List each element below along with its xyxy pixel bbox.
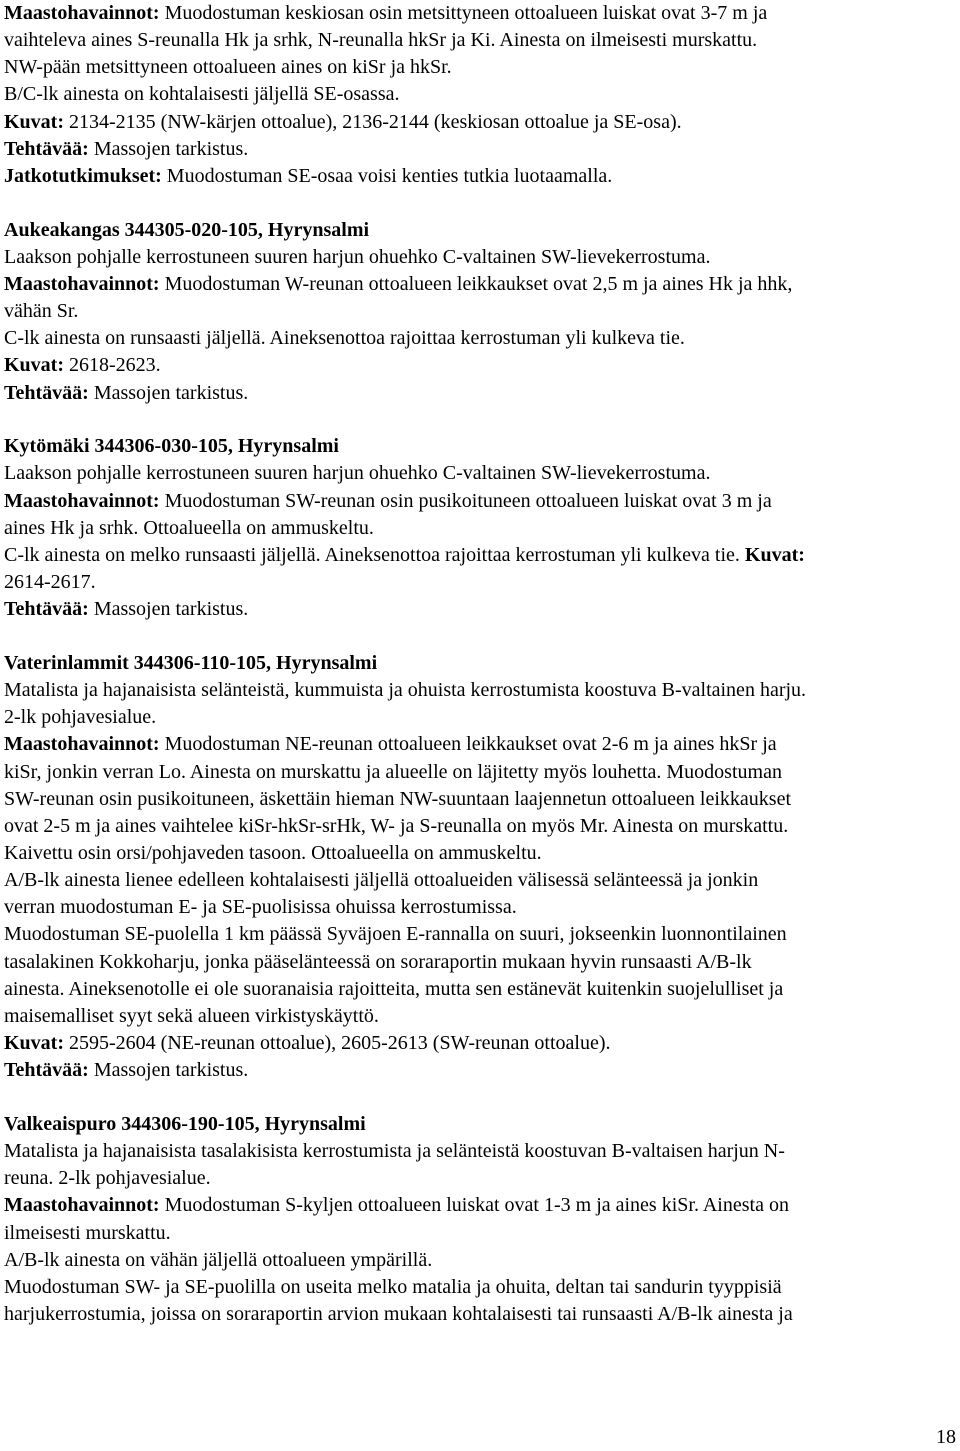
text-line bbox=[4, 27, 757, 54]
body-text: C-lk ainesta on melko runsaasti jäljellä. Aineksenottoa rajoittaa kerrostuman yli kulkeva tie. bbox=[4, 543, 745, 566]
body-text: 2614-2617. bbox=[4, 571, 96, 593]
bold-label: Vaterinlammit 344306-110-105, Hyrynsalmi bbox=[4, 651, 378, 674]
body-text: kiSr, jonkin verran Lo. Ainesta on murskattu ja alueelle on läjitetty myös louhetta. Muodostuman bbox=[4, 760, 782, 783]
section-heading bbox=[4, 433, 339, 460]
section-heading bbox=[4, 217, 369, 244]
bold-label: Maastohavainnot: bbox=[4, 489, 160, 512]
body-text: Massojen tarkistus. bbox=[88, 137, 249, 160]
text-line bbox=[4, 677, 806, 704]
text-line bbox=[4, 271, 792, 298]
body-text: ainesta. Aineksenotolle ei ole suoranaisia rajoitteita, mutta sen estänevät kuitenkin suojelulliset ja bbox=[4, 977, 784, 1000]
body-text: aines Hk ja srhk. Ottoalueella on ammuskeltu. bbox=[4, 516, 374, 539]
text-line bbox=[4, 1192, 789, 1219]
body-text: 2618-2623. bbox=[64, 354, 161, 377]
text-line bbox=[4, 867, 758, 894]
text-line bbox=[4, 54, 452, 81]
text-line bbox=[4, 488, 772, 515]
body-text: maisemalliset syyt sekä alueen virkistyskäyttö. bbox=[4, 1004, 379, 1027]
bold-label: Maastohavainnot: bbox=[4, 733, 160, 756]
text-line bbox=[4, 704, 156, 731]
body-text: Massojen tarkistus. bbox=[88, 381, 249, 404]
text-line bbox=[4, 136, 248, 163]
body-text: Kaivettu osin orsi/pohjaveden tasoon. Ottoalueella on ammuskeltu. bbox=[4, 842, 542, 864]
body-text: Muodostuman SE-puolella 1 km päässä Syväjoen E-rannalla on suuri, jokseenkin luonnontilainen bbox=[4, 923, 787, 946]
text-line bbox=[4, 596, 248, 623]
body-text: C-lk ainesta on runsaasti jäljellä. Aineksenottoa rajoittaa kerrostuman yli kulkeva tie. bbox=[4, 327, 685, 350]
text-line bbox=[4, 515, 374, 542]
bold-label: Tehtävää: bbox=[4, 137, 89, 160]
text-line bbox=[4, 976, 783, 1003]
bold-label: Kuvat: bbox=[4, 1032, 64, 1054]
text-line bbox=[4, 731, 777, 758]
body-text: vaihteleva aines S-reunalla Hk ja srhk, N-reunalla hkSr ja Ki. Ainesta on ilmeisesti murskattu. bbox=[4, 29, 758, 52]
text-line bbox=[4, 244, 710, 271]
body-text: ilmeisesti murskattu. bbox=[4, 1221, 171, 1244]
bold-label: Valkeaispuro 344306-190-105, Hyrynsalmi bbox=[4, 1112, 366, 1135]
text-line bbox=[4, 1138, 785, 1165]
bold-label: Tehtävää: bbox=[4, 598, 89, 621]
text-line bbox=[4, 1003, 379, 1030]
body-text: B/C-lk ainesta on kohtalaisesti jäljellä SE-osassa. bbox=[4, 83, 400, 106]
body-text: reuna. 2-lk pohjavesialue. bbox=[4, 1167, 211, 1190]
bold-label: Kytömäki 344306-030-105, Hyrynsalmi bbox=[4, 435, 339, 458]
bold-label: Jatkotutkimukset: bbox=[4, 164, 162, 187]
body-text: tasalakinen Kokkoharju, jonka pääselänteessä on soraraportin mukaan hyvin runsaasti A/B-lk bbox=[4, 950, 752, 973]
body-text: A/B-lk ainesta lienee edelleen kohtalaisesti jäljellä ottoalueiden välisessä selänteessä ja jonkin bbox=[4, 869, 759, 892]
text-line bbox=[4, 352, 161, 379]
bold-label: Aukeakangas 344305-020-105, Hyrynsalmi bbox=[4, 218, 370, 241]
body-text: 2134-2135 (NW-kärjen ottoalue), 2136-2144 (keskiosan ottoalue ja SE-osa). bbox=[64, 110, 682, 133]
text-line bbox=[4, 786, 791, 813]
text-line bbox=[4, 949, 752, 976]
bold-label: Maastohavainnot: bbox=[4, 2, 160, 24]
bold-label: Kuvat: bbox=[744, 543, 805, 566]
text-line bbox=[4, 298, 78, 325]
body-text: ovat 2-5 m ja aines vaihtelee kiSr-hkSr-srHk, W- ja S-reunalla on myös Mr. Ainesta on murskattu. bbox=[4, 814, 789, 837]
body-text: Muodostuman SW- ja SE-puolilla on useita melko matalia ja ohuita, deltan tai sandurin tyyppisiä bbox=[4, 1275, 782, 1298]
body-text: Massojen tarkistus. bbox=[88, 1059, 249, 1082]
text-line bbox=[4, 1030, 611, 1057]
text-line bbox=[4, 813, 788, 840]
text-line bbox=[4, 921, 787, 948]
body-text: 2595-2604 (NE-reunan ottoalue), 2605-2613 (SW-reunan ottoalue). bbox=[64, 1032, 611, 1054]
bold-label: Kuvat: bbox=[4, 354, 64, 377]
text-line bbox=[4, 894, 517, 921]
body-text: Matalista ja hajanaisista tasalakisista kerrostumista ja selänteistä koostuvan B-valtaisen harjun N- bbox=[4, 1140, 785, 1163]
body-text: Massojen tarkistus. bbox=[88, 598, 249, 621]
text-line bbox=[4, 460, 710, 487]
bold-label: Maastohavainnot: bbox=[4, 272, 160, 295]
body-text: Muodostuman keskiosan osin metsittyneen ottoalueen luiskat ovat 3-7 m ja bbox=[159, 2, 768, 24]
text-line bbox=[4, 1220, 171, 1247]
text-line bbox=[4, 569, 96, 596]
body-text: Muodostuman NE-reunan ottoalueen leikkaukset ovat 2-6 m ja aines hkSr ja bbox=[159, 733, 777, 756]
section-heading bbox=[4, 1111, 366, 1138]
body-text: harjukerrostumia, joissa on soraraportin arvion mukaan kohtalaisesti tai runsaasti A/B-lk ainesta ja bbox=[4, 1303, 793, 1325]
page-number: 18 bbox=[936, 1426, 956, 1448]
body-text: SW-reunan osin pusikoituneen, äskettäin hieman NW-suuntaan laajennetun ottoalueen leikkaukset bbox=[4, 787, 792, 810]
body-text: Muodostuman SE-osaa voisi kenties tutkia luotaamalla. bbox=[161, 164, 613, 187]
body-text: A/B-lk ainesta on vähän jäljellä ottoalueen ympärillä. bbox=[4, 1248, 433, 1271]
text-line bbox=[4, 325, 685, 352]
text-line bbox=[4, 1057, 248, 1084]
section-heading bbox=[4, 650, 377, 677]
text-line bbox=[4, 81, 399, 108]
body-text: Matalista ja hajanaisista selänteistä, kummuista ja ohuista kerrostumista koostuva B-valtainen harju. bbox=[4, 679, 807, 702]
body-text: Laakson pohjalle kerrostuneen suuren harjun ohuehko C-valtainen SW-lievekerrostuma. bbox=[4, 462, 711, 485]
bold-label: Maastohavainnot: bbox=[4, 1194, 160, 1217]
body-text: Muodostuman W-reunan ottoalueen leikkaukset ovat 2,5 m ja aines Hk ja hhk, bbox=[159, 272, 793, 295]
text-line bbox=[4, 1301, 793, 1328]
text-line bbox=[4, 1247, 432, 1274]
text-line bbox=[4, 380, 248, 407]
body-text: Muodostuman S-kyljen ottoalueen luiskat ovat 1-3 m ja aines kiSr. Ainesta on bbox=[159, 1194, 789, 1217]
bold-label: Kuvat: bbox=[4, 110, 64, 133]
bold-label: Tehtävää: bbox=[4, 381, 89, 404]
text-line bbox=[4, 1165, 211, 1192]
bold-label: Tehtävää: bbox=[4, 1059, 89, 1082]
text-line bbox=[4, 109, 682, 136]
body-text: vähän Sr. bbox=[4, 300, 79, 323]
body-text: Muodostuman SW-reunan osin pusikoituneen ottoalueen luiskat ovat 3 m ja bbox=[159, 489, 772, 512]
body-text: NW-pään metsittyneen ottoalueen aines on kiSr ja hkSr. bbox=[4, 56, 452, 79]
text-line bbox=[4, 1274, 782, 1301]
text-line bbox=[4, 0, 767, 27]
text-line bbox=[4, 840, 542, 867]
text-line bbox=[4, 759, 782, 786]
body-text: 2-lk pohjavesialue. bbox=[4, 706, 157, 729]
body-text: Laakson pohjalle kerrostuneen suuren harjun ohuehko C-valtainen SW-lievekerrostuma. bbox=[4, 245, 711, 268]
body-text: verran muodostuman E- ja SE-puolisissa ohuissa kerrostumissa. bbox=[4, 896, 517, 919]
text-line bbox=[4, 542, 805, 569]
text-line bbox=[4, 163, 612, 190]
